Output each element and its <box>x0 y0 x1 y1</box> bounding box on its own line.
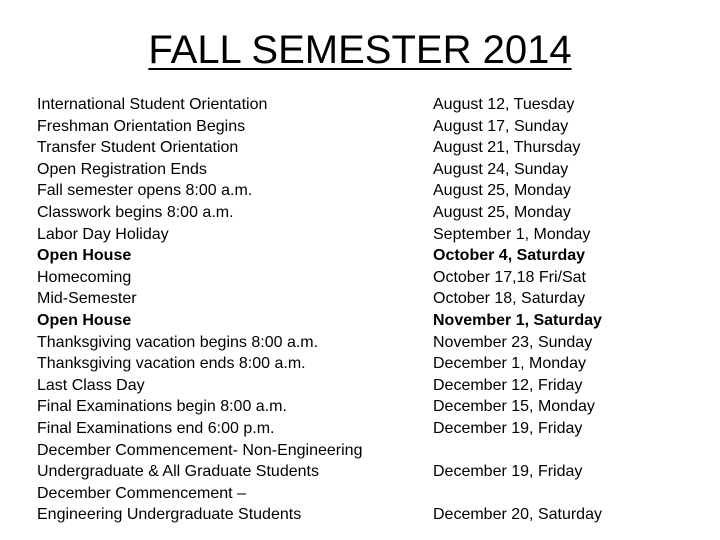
event-name: Final Examinations begin 8:00 a.m. <box>37 398 287 416</box>
event-date: August 21, Thursday <box>433 139 581 157</box>
event-date: December 1, Monday <box>433 355 586 373</box>
calendar-row <box>37 267 677 289</box>
calendar-row <box>37 159 677 181</box>
event-name: Thanksgiving vacation ends 8:00 a.m. <box>37 355 306 373</box>
calendar-row <box>37 375 677 397</box>
commencement-line-2: Engineering Undergraduate Students <box>37 506 302 524</box>
event-name: Transfer Student Orientation <box>37 139 239 157</box>
event-date: December 12, Friday <box>433 376 583 394</box>
event-name: Final Examinations end 6:00 p.m. <box>37 419 275 437</box>
page-title: FALL SEMESTER 2014 <box>148 28 572 72</box>
calendar-row <box>37 116 677 138</box>
event-date: August 24, Sunday <box>433 160 569 178</box>
calendar-row <box>37 418 677 440</box>
commencement-line-1: December Commencement- Non-Engineering <box>37 441 363 459</box>
event-date: August 25, Monday <box>433 203 571 221</box>
event-date: December 15, Monday <box>433 398 595 416</box>
event-name: Last Class Day <box>37 376 145 394</box>
commencement-date: December 20, Saturday <box>433 506 602 524</box>
calendar-row <box>37 245 677 267</box>
event-date: December 19, Friday <box>433 419 583 437</box>
event-date: October 18, Saturday <box>433 290 586 308</box>
event-date: October 17,18 Fri/Sat <box>433 268 586 286</box>
event-name: Classwork begins 8:00 a.m. <box>37 203 234 221</box>
calendar-row <box>37 288 677 310</box>
event-date: November 1, Saturday <box>433 311 602 329</box>
event-date: August 17, Sunday <box>433 117 569 135</box>
event-name: Thanksgiving vacation begins 8:00 a.m. <box>37 333 319 351</box>
event-date: August 25, Monday <box>433 182 571 200</box>
calendar-row <box>37 353 677 375</box>
event-name: Labor Day Holiday <box>37 225 169 243</box>
calendar-row <box>37 137 677 159</box>
commencement-date: December 19, Friday <box>433 463 583 481</box>
commencement-name <box>37 440 433 483</box>
event-date: August 12, Tuesday <box>433 96 575 113</box>
calendar-row <box>37 224 677 246</box>
calendar-row <box>37 202 677 224</box>
calendar-row <box>37 310 677 332</box>
commencement-line-1: December Commencement – <box>37 484 246 502</box>
event-name: Mid-Semester <box>37 290 137 308</box>
event-date: October 4, Saturday <box>433 247 586 265</box>
event-name: International Student Orientation <box>37 96 268 113</box>
commencement-name <box>37 483 433 526</box>
commencement-row <box>37 483 677 526</box>
event-name: Open House <box>37 247 132 265</box>
event-date: November 23, Sunday <box>433 333 593 351</box>
commencement-row <box>37 440 677 483</box>
calendar-row <box>37 94 677 116</box>
event-name: Freshman Orientation Begins <box>37 117 246 135</box>
calendar-row <box>37 396 677 418</box>
event-name: Open House <box>37 311 132 329</box>
event-name: Open Registration Ends <box>37 160 207 178</box>
commencement-line-2: Undergraduate & All Graduate Students <box>37 463 319 481</box>
calendar-row <box>37 180 677 202</box>
calendar-list <box>37 94 677 526</box>
event-name: Homecoming <box>37 268 132 286</box>
event-date: September 1, Monday <box>433 225 591 243</box>
calendar-row <box>37 332 677 354</box>
event-name: Fall semester opens 8:00 a.m. <box>37 182 253 200</box>
